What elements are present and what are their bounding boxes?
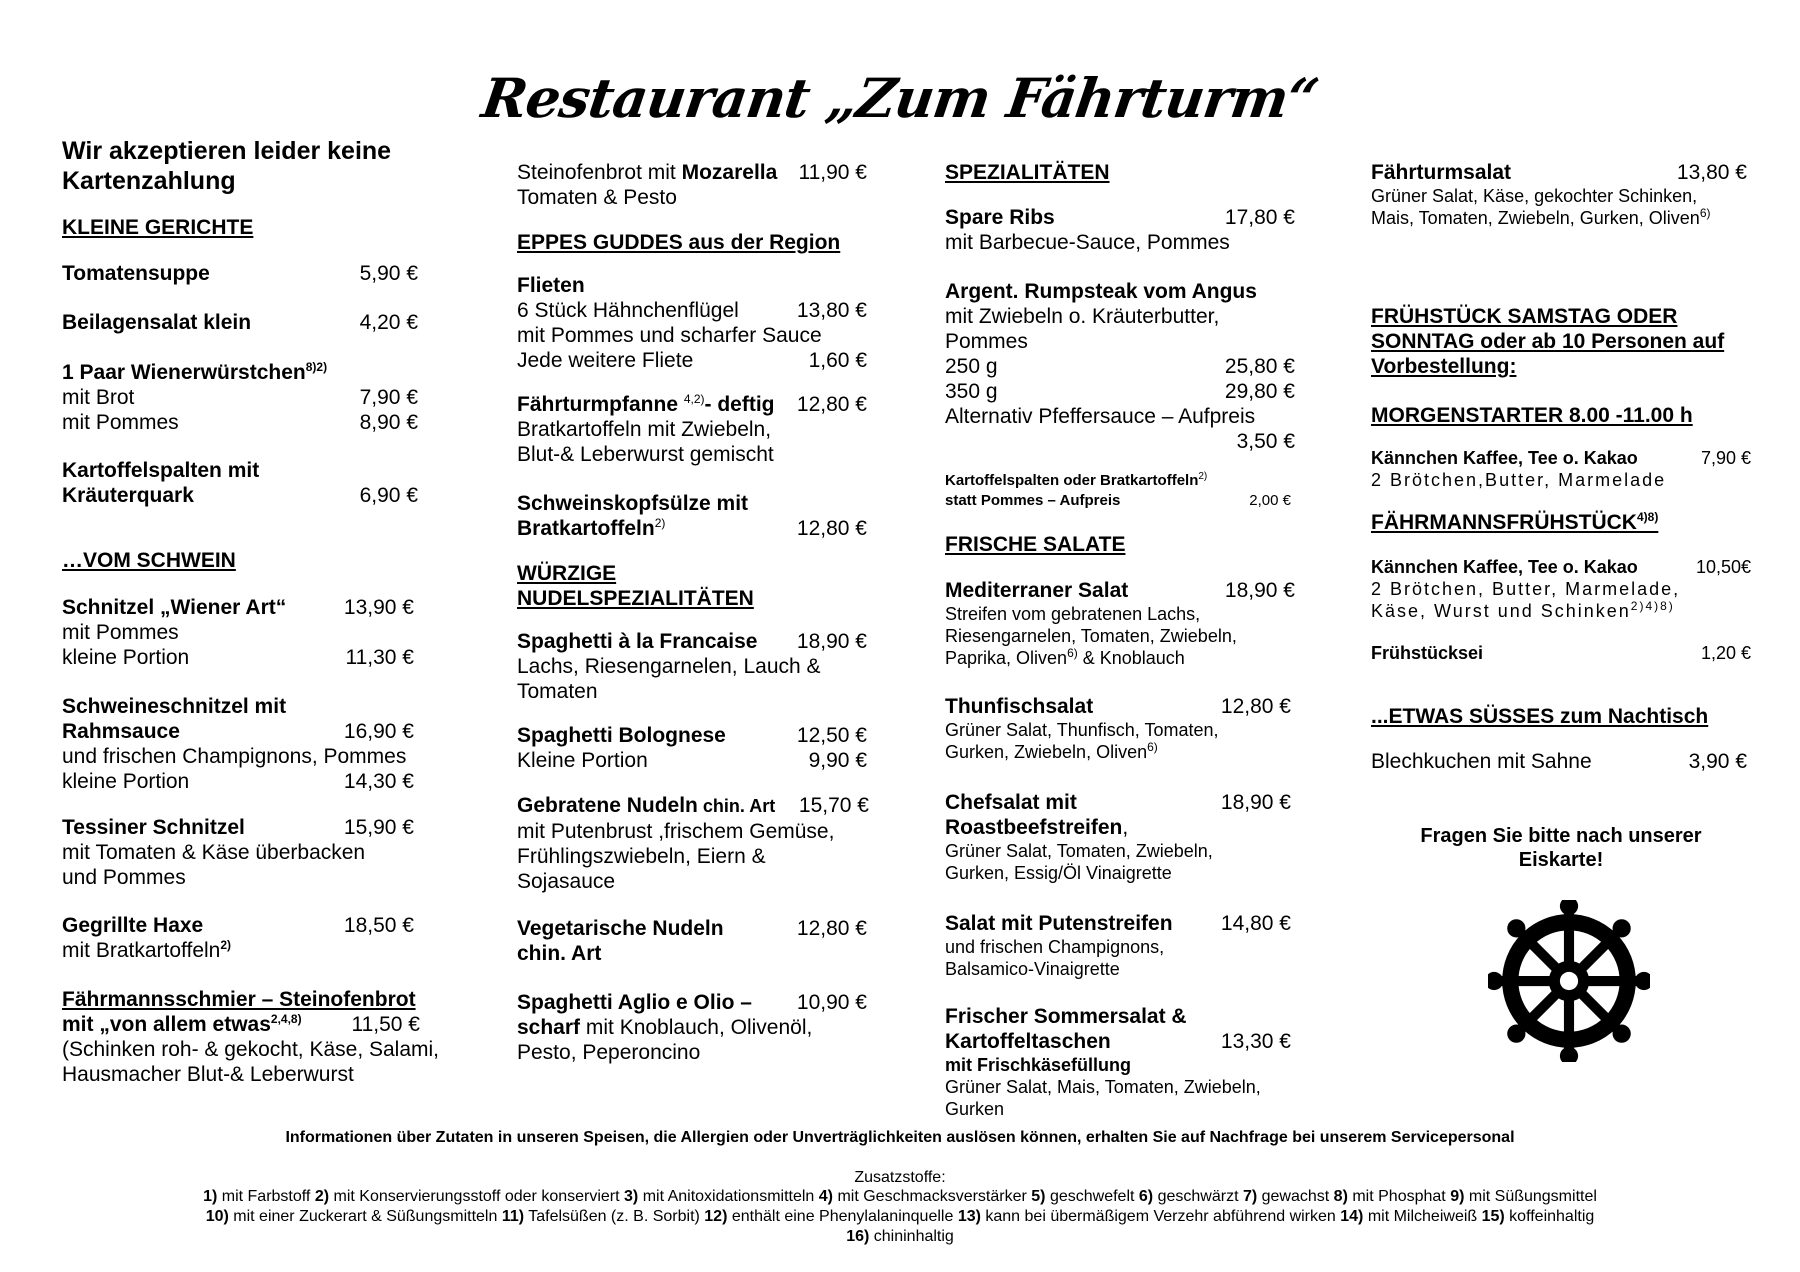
additive-number: 15) [1481,1208,1505,1225]
restaurant-title: Restaurant „Zum Fährturm“ [478,66,1322,130]
menu-item: Blechkuchen mit Sahne 3,90 € [1371,750,1747,773]
additives-title: Zusatzstoffe: [854,1169,946,1186]
menu-item: Chefsalat mit 18,90 € Roastbeefstreifen, Grüner Salat, Tomaten, Zwiebeln, Gurken, Essig/Öl Vinaigrette [945,791,1291,883]
additive-number: 2) [314,1188,330,1205]
additive-number: 5) [1031,1188,1046,1205]
menu-item: Kännchen Kaffee, Tee o. Kakao 10,50€ 2 Brötchen, Butter, Marmelade, Käse, Wurst und Schinken$^{2)4)8)}$ [1371,557,1751,621]
menu-item: Flieten 6 Stück Hähnchenflügel 13,80 € mit Pommes und scharfer Sauce Jede weitere Fliete 1,60 € [517,274,867,372]
menu-item: Spaghetti Bolognese 12,50 € Kleine Portion 9,90 € [517,724,867,772]
menu-item: Mediterraner Salat 18,90 € Streifen vom gebratenen Lachs, Riesengarnelen, Tomaten, Zwiebeln, Paprika, Oliven$^{6)}$ & Knoblauch [945,579,1295,668]
menu-item: Frischer Sommersalat & Kartoffeltaschen 13,30 € mit Frischkäsefüllung Grüner Salat, Mais, Tomaten, Zwiebeln, Gurken [945,1005,1291,1119]
menu-item: Tomatensuppe 5,90 € [62,262,418,285]
side-dish-surcharge: Kartoffelspalten oder Bratkartoffeln$^{2)}$ statt Pommes – Aufpreis 2,00 € [945,471,1291,509]
section-faehrmannsfruehstueck: $FÄHRMANNSFRÜHSTÜCK^{4)8)}$ [1371,510,1659,534]
menu-item: Fährmannsschmier – Steinofenbrot mit „von allem etwas$^{2,4,8)}$ 11,50 € (Schinken roh- & gekocht, Käse, Salami, Hausmacher Blut-& Leberwurst [62,988,440,1086]
additive-text: chininhaltig [869,1228,954,1245]
additive-text: mit Konservierungsstoff oder konserviert [329,1188,625,1205]
additive-text: koffeinhaltig [1504,1208,1595,1225]
menu-item: Schweineschnitzel mit Rahmsauce 16,90 € und frischen Champignons, Pommes kleine Portion 14,30 € [62,695,414,793]
additive-text: geschwefelt [1045,1188,1139,1205]
menu-item: Spaghetti Aglio e Olio – 10,90 € scharf mit Knoblauch, Olivenöl, Pesto, Peperoncino [517,991,867,1064]
additive-text: Tafelsüßen (z. B. Sorbit) [524,1208,705,1225]
additive-text: enthält eine Phenylalaninquelle [727,1208,958,1225]
menu-item: Gebratene Nudeln chin. Art 15,70 € mit Putenbrust ,frischem Gemüse, Frühlingszwiebeln, Eiern & Sojasauce [517,794,869,893]
additive-number: 4) [818,1188,834,1205]
menu-item: Steinofenbrot mit Mozarella 11,90 € Tomaten & Pesto [517,161,867,209]
additive-number: 7) [1242,1188,1258,1205]
additive-number: 16) [846,1228,870,1245]
additive-number: 1) [203,1188,218,1205]
additive-number: 14) [1340,1208,1364,1225]
additives-list [0,1187,1800,1247]
menu-item: Vegetarische Nudeln 12,80 € chin. Art [517,917,867,965]
menu-item: Spaghetti à la Francaise 18,90 € Lachs, Riesengarnelen, Lauch & Tomaten [517,630,867,703]
additives-line [0,1227,1800,1247]
section-nudelspezialitaeten: WÜRZIGE NUDELSPEZIALITÄTEN [517,562,754,610]
additive-number: 8) [1333,1188,1348,1205]
additives-line [0,1187,1800,1207]
section-frische-salate: FRISCHE SALATE [945,533,1126,556]
menu-item: Kartoffelspalten mit Kräuterquark 6,90 € [62,459,418,507]
section-fruehstueck: FRÜHSTÜCK SAMSTAG ODER SONNTAG oder ab 10 Personen auf Vorbestellung: [1371,305,1725,378]
additive-number: 12) [704,1208,728,1225]
section-vom-schwein: …VOM SCHWEIN [62,549,236,572]
additive-number: 11) [501,1208,525,1225]
section-spezialitaeten: SPEZIALITÄTEN [945,161,1110,184]
additive-text: mit Farbstoff [217,1188,315,1205]
additive-text: mit Phosphat [1347,1188,1451,1205]
menu-item: Argent. Rumpsteak vom Angus mit Zwiebeln o. Kräuterbutter, Pommes 250 g 25,80 € 350 g 29,80 € Alternativ Pfeffersauce – Aufpreis 3,50 € [945,280,1295,453]
additives-line [0,1207,1800,1227]
section-morgenstarter: MORGENSTARTER 8.00 -11.00 h [1371,404,1693,427]
menu-item: Tessiner Schnitzel 15,90 € mit Tomaten & Käse überbacken und Pommes [62,816,414,889]
additive-number: 6) [1138,1188,1154,1205]
additive-text: gewachst [1257,1188,1334,1205]
menu-item: Spare Ribs 17,80 € mit Barbecue-Sauce, Pommes [945,206,1295,254]
additive-text: mit Milcheiweiß [1363,1208,1482,1225]
additive-text: mit einer Zuckerart & Süßungsmitteln [228,1208,502,1225]
menu-item: Kännchen Kaffee, Tee o. Kakao 7,90 € 2 Brötchen,Butter, Marmelade [1371,448,1751,490]
menu-item: Salat mit Putenstreifen 14,80 € und frischen Champignons, Balsamico-Vinaigrette [945,912,1291,979]
menu-item: 1 Paar Wienerwürstchen$^{8)2)}$ mit Brot 7,90 € mit Pommes 8,90 € [62,360,418,434]
section-nachtisch: ...ETWAS SÜSSES zum Nachtisch [1371,705,1709,728]
additive-number: 10) [205,1208,229,1225]
additive-number: 9) [1450,1188,1465,1205]
menu-item: Fährturmsalat 13,80 € Grüner Salat, Käse, gekochter Schinken, Mais, Tomaten, Zwiebeln, Gurken, Oliven$^{6)}$ [1371,161,1747,228]
menu-item: Schweinskopfsülze mit Bratkartoffeln$^{2)}$ 12,80 € [517,492,867,540]
payment-notice: Wir akzeptieren leider keine Kartenzahlung [62,137,392,195]
menu-item: Frühstücksei 1,20 € [1371,643,1751,663]
menu-item: Beilagensalat klein 4,20 € [62,311,418,334]
ship-wheel-icon [1488,900,1650,1062]
menu-item: Fährturmpfanne $^{4,2)}$- deftig 12,80 € Bratkartoffeln mit Zwiebeln, Blut-& Leberwurst gemischt [517,392,867,466]
ice-cream-notice: Fragen Sie bitte nach unserer Eiskarte! [1420,825,1702,871]
additive-number: 13) [957,1208,981,1225]
menu-item: Thunfischsalat 12,80 € Grüner Salat, Thunfisch, Tomaten, Gurken, Zwiebeln, Oliven$^{6)}$ [945,695,1291,762]
additive-text: mit Süßungsmittel [1464,1188,1597,1205]
allergy-notice: Informationen über Zutaten in unseren Speisen, die Allergien oder Unverträglichkeiten auslösen können, erhalten Sie auf Nachfrage bei unserem Servicepersonal [285,1129,1515,1146]
additive-number: 3) [624,1188,639,1205]
section-eppes-guddes: EPPES GUDDES aus der Region [517,231,841,254]
additive-text: kann bei übermäßigem Verzehr abführend wirken [980,1208,1341,1225]
additive-text: mit Anitoxidationsmitteln [638,1188,819,1205]
additive-text: geschwärzt [1153,1188,1243,1205]
section-kleine-gerichte: KLEINE GERICHTE [62,216,254,239]
additive-text: mit Geschmacksverstärker [833,1188,1032,1205]
menu-item: Schnitzel „Wiener Art“ 13,90 € mit Pommes kleine Portion 11,30 € [62,596,414,669]
menu-item: Gegrillte Haxe 18,50 € mit Bratkartoffeln$^{2)}$ [62,914,414,962]
